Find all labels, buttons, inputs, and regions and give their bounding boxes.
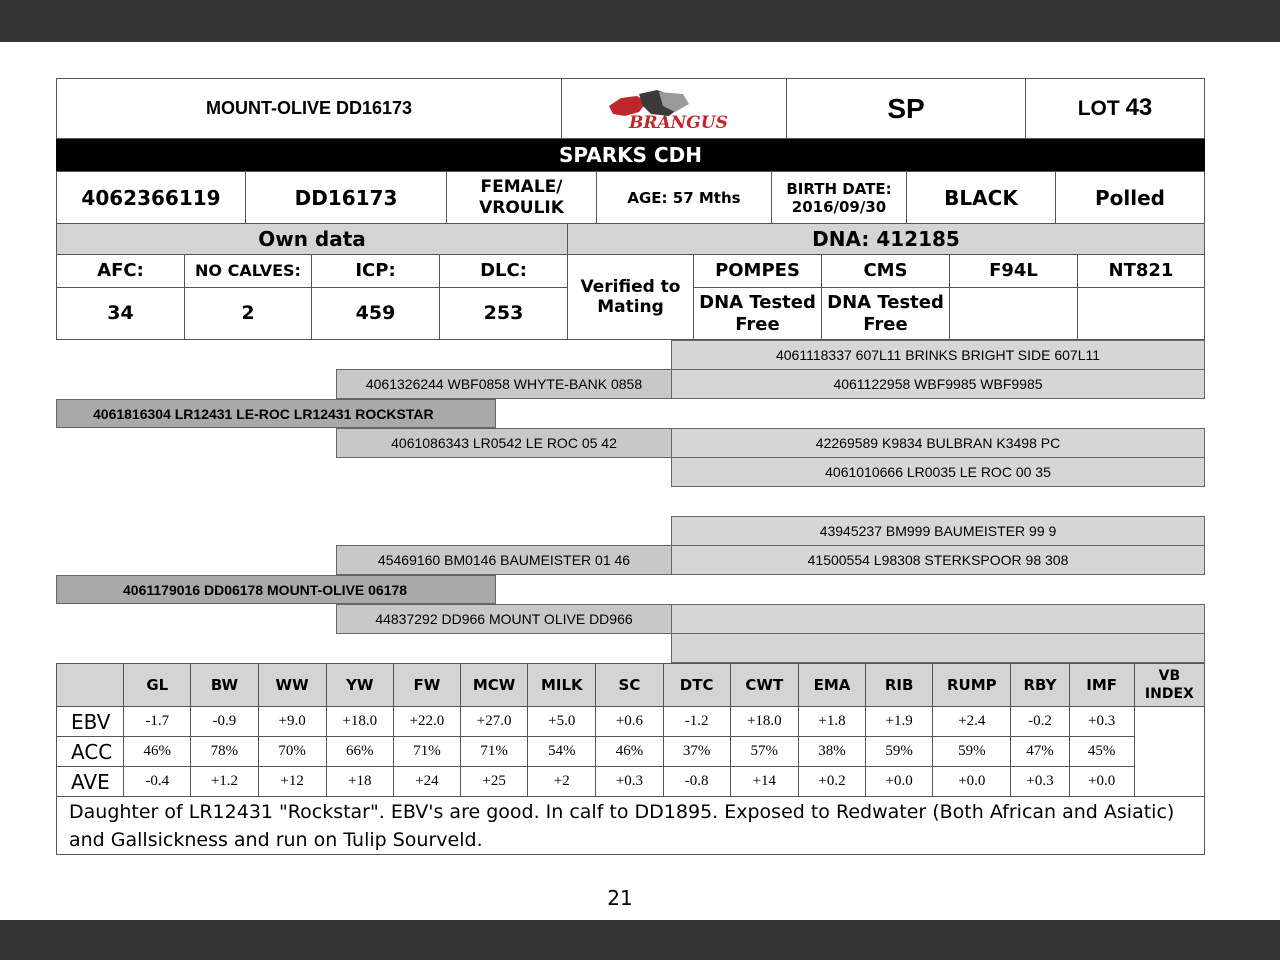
pedigree-sire-dam-dam: 4061010666 LR0035 LE ROC 00 35 [671,457,1205,487]
ebv-col-imf: IMF [1069,664,1134,707]
ebv-col-bw: BW [191,664,258,707]
ebv-cell: -1.2 [663,707,730,737]
top-bar [0,0,1280,42]
ebv-row-label: EBV [57,707,124,737]
ebv-cell: 71% [393,737,460,767]
pedigree-dam-dam-dam [671,633,1205,663]
logo-text: BRANGUS [629,112,728,133]
ebv-col-ww: WW [258,664,326,707]
lot-label: LOT [1077,96,1120,120]
f94l-value [949,287,1078,340]
no-calves-header: NO CALVES: [184,254,312,288]
ebv-cell: -1.7 [124,707,191,737]
pedigree-dam-dam: 44837292 DD966 MOUNT OLIVE DD966 [336,604,672,634]
animal-id: DD16173 [245,171,447,224]
ebv-body [57,707,1205,797]
cms-value: DNA Tested Free [821,287,950,340]
ebv-cell: -0.8 [663,767,730,797]
ebv-cell: 45% [1069,737,1134,767]
ebv-cell: +12 [258,767,326,797]
ebv-col-milk: MILK [528,664,596,707]
pedigree-sire-sire: 4061326244 WBF0858 WHYTE-BANK 0858 [336,369,672,399]
lot-number: 43 [1125,94,1153,122]
ebv-cell: 57% [730,737,798,767]
ebv-row-ave [57,767,1205,797]
ebv-row-ebv [57,707,1205,737]
verified-to-mating: Verified to Mating [567,254,694,340]
pedigree-dam-dam-sire [671,604,1205,634]
pedigree-sire-dam: 4061086343 LR0542 LE ROC 05 42 [336,428,672,458]
ebv-col-ema: EMA [798,664,865,707]
nt821-header: NT821 [1077,254,1205,288]
pedigree-dam-sire-dam: 41500554 L98308 STERKSPOOR 98 308 [671,545,1205,575]
bottom-bar [0,920,1280,960]
dlc-header: DLC: [439,254,568,288]
ebv-row-label: ACC [57,737,124,767]
icp-value: 459 [311,287,440,340]
ebv-cell: +0.6 [596,707,663,737]
ebv-col-mcw: MCW [461,664,528,707]
ebv-col-dtc: DTC [663,664,730,707]
cms-header: CMS [821,254,950,288]
reg-number: 4062366119 [56,171,246,224]
ebv-cell: +2.4 [933,707,1011,737]
ebv-cell: +1.2 [191,767,258,797]
horn-status: Polled [1055,171,1205,224]
ebv-corner-cell [57,664,124,707]
no-calves-value: 2 [184,287,312,340]
ebv-col-fw: FW [393,664,460,707]
breed-code: SP [786,78,1026,139]
ebv-cell: +0.3 [596,767,663,797]
ebv-cell: +1.9 [866,707,933,737]
ebv-cell: +18 [326,767,393,797]
pedigree-sire-sire-dam: 4061122958 WBF9985 WBF9985 [671,369,1205,399]
ebv-cell: +0.0 [866,767,933,797]
ebv-cell: +25 [461,767,528,797]
animal-name: MOUNT-OLIVE DD16173 [56,78,562,139]
sire-banner: SPARKS CDH [56,139,1205,171]
own-data-title: Own data [56,223,568,255]
comment: Daughter of LR12431 "Rockstar". EBV's are good. In calf to DD1895. Exposed to Redwater (Both African and Asiatic) and Gallsickness and run on Tulip Sourveld. [56,796,1205,855]
cattle-logo-icon [599,84,749,134]
ebv-cell: +14 [730,767,798,797]
pedigree-dam-sire-sire: 43945237 BM999 BAUMEISTER 99 9 [671,516,1205,546]
afc-value: 34 [56,287,185,340]
ebv-cell: 78% [191,737,258,767]
ebv-col-rump: RUMP [933,664,1011,707]
ebv-cell: +2 [528,767,596,797]
icp-header: ICP: [311,254,440,288]
ebv-cell: +18.0 [326,707,393,737]
ebv-cell: -0.2 [1011,707,1069,737]
dna-title: DNA: 412185 [567,223,1205,255]
pedigree-sire: 4061816304 LR12431 LE-ROC LR12431 ROCKSTAR [56,399,496,428]
f94l-header: F94L [949,254,1078,288]
ebv-cell: +24 [393,767,460,797]
age: AGE: 57 Mths [596,171,772,224]
sex: FEMALE/ VROULIK [446,171,597,224]
ebv-cell: 70% [258,737,326,767]
ebv-cell: 46% [124,737,191,767]
afc-header: AFC: [56,254,185,288]
ebv-cell: 38% [798,737,865,767]
ebv-cell: 59% [933,737,1011,767]
ebv-header-row [57,664,1205,707]
ebv-col-rby: RBY [1011,664,1069,707]
ebv-cell: -0.9 [191,707,258,737]
ebv-col-rib: RIB [866,664,933,707]
ebv-row-acc [57,737,1205,767]
pedigree-dam: 4061179016 DD06178 MOUNT-OLIVE 06178 [56,575,496,604]
ebv-cell: +22.0 [393,707,460,737]
brangus-logo [561,78,787,139]
ebv-cell: 47% [1011,737,1069,767]
ebv-cell: 37% [663,737,730,767]
ebv-cell: +0.3 [1069,707,1134,737]
ebv-row-label: AVE [57,767,124,797]
ebv-cell: 59% [866,737,933,767]
birth-date: BIRTH DATE: 2016/09/30 [771,171,907,224]
ebv-cell: +0.2 [798,767,865,797]
ebv-col-sc: SC [596,664,663,707]
ebv-vb-index-value [1134,707,1204,797]
ebv-cell: +0.0 [1069,767,1134,797]
ebv-cell: 46% [596,737,663,767]
ebv-cell: +0.0 [933,767,1011,797]
ebv-cell: -0.4 [124,767,191,797]
ebv-cell: +5.0 [528,707,596,737]
ebv-cell: 54% [528,737,596,767]
ebv-cell: +27.0 [461,707,528,737]
ebv-cell: +1.8 [798,707,865,737]
pedigree-sire-dam-sire: 42269589 K9834 BULBRAN K3498 PC [671,428,1205,458]
ebv-cell: +9.0 [258,707,326,737]
pompes-header: POMPES [693,254,822,288]
ebv-cell: +18.0 [730,707,798,737]
ebv-col-cwt: CWT [730,664,798,707]
ebv-cell: 71% [461,737,528,767]
pedigree-dam-sire: 45469160 BM0146 BAUMEISTER 01 46 [336,545,672,575]
pompes-value: DNA Tested Free [693,287,822,340]
ebv-table [56,663,1205,797]
dlc-value: 253 [439,287,568,340]
color: BLACK [906,171,1056,224]
page-number: 21 [607,886,633,910]
ebv-cell: 66% [326,737,393,767]
ebv-col-vb-index: VB INDEX [1134,664,1204,707]
ebv-col-gl: GL [124,664,191,707]
nt821-value [1077,287,1205,340]
ebv-col-yw: YW [326,664,393,707]
lot-label-cell [1025,78,1205,139]
ebv-cell: +0.3 [1011,767,1069,797]
pedigree-sire-sire-sire: 4061118337 607L11 BRINKS BRIGHT SIDE 607L11 [671,340,1205,370]
